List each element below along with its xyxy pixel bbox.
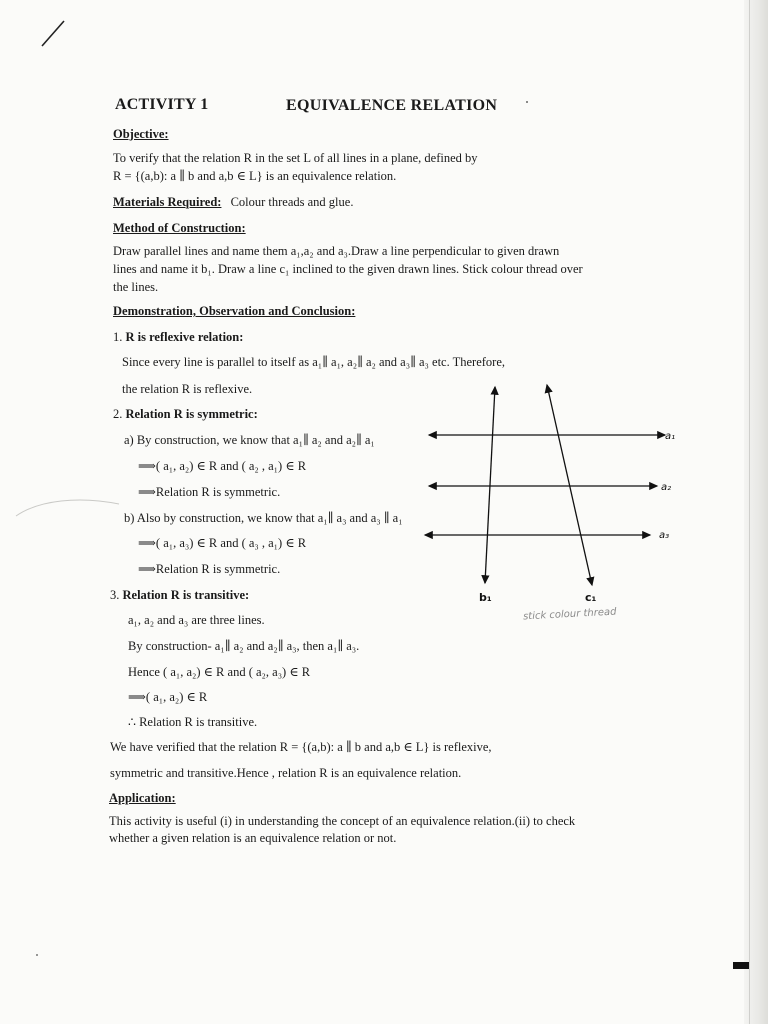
stray-dot [526,101,528,103]
transitive-title: Relation R is transitive: [122,588,250,602]
activity-number: ACTIVITY 1 [115,96,209,113]
transitive-line-2: By construction- a₁∥ a₂ and a₂∥ a₃, then a₁∥ a₃. [128,639,360,653]
application-line-1: This activity is useful (i) in understanding the concept of an equivalence relation.(ii) to check [109,814,576,828]
label-a2: a₂ [661,482,672,493]
method-heading: Method of Construction: [113,221,246,235]
symmetric-a-line-2: ⟹( a₁, a₂) ∈ R and ( a₂ , a₁) ∈ R [138,459,307,473]
materials-text: Colour threads and glue. [230,195,354,209]
symmetric-number: 2. [113,407,123,421]
transitive-title-row [110,588,249,603]
pen-stroke-mark [38,18,68,50]
symmetric-b-line-3: ⟹Relation R is symmetric. [138,562,281,576]
symmetric-title-row [113,407,258,422]
method-line-1: Draw parallel lines and name them a₁,a₂ and a₃.Draw a line perpendicular to given drawn [113,244,560,258]
application-heading: Application: [109,791,176,805]
symmetric-title: Relation R is symmetric: [125,407,258,421]
transitive-line-4: ⟹( a₁, a₂) ∈ R [128,690,208,704]
page-edge-shadow [744,0,768,1024]
conclusion-line-2: symmetric and transitive.Hence , relation R is an equivalence relation. [110,766,462,780]
objective-heading: Objective: [113,127,169,141]
edge-mark [733,962,749,969]
page-edge-line [749,0,750,1024]
materials-row [113,195,353,210]
transitive-line-5: ∴ Relation R is transitive. [128,715,258,729]
line-b1 [485,387,495,583]
reflexive-line-2: the relation R is reflexive. [122,382,253,396]
symmetric-a-line-1: a) By construction, we know that a₁∥ a₂ and a₂∥ a₁ [124,433,375,447]
label-c1: c₁ [585,591,597,604]
reflexive-number: 1. [113,330,123,344]
reflexive-title-row [113,330,243,345]
stray-pencil-curve [14,494,124,524]
symmetric-a-line-3: ⟹Relation R is symmetric. [138,485,281,499]
conclusion-line-1: We have verified that the relation R = {(a,b): a ∥ b and a,b ∈ L} is reflexive, [110,740,492,754]
materials-heading: Materials Required: [113,195,222,209]
reflexive-title: R is reflexive relation: [125,330,244,344]
application-line-2: whether a given relation is an equivalence relation or not. [109,831,397,845]
method-line-2: lines and name it b₁. Draw a line c₁ inclined to the given drawn lines. Stick colour thread over [113,262,583,276]
page-title: EQUIVALENCE RELATION [286,97,498,114]
method-line-3: the lines. [113,280,159,294]
symmetric-b-line-1: b) Also by construction, we know that a₁∥ a₃ and a₃ ∥ a₁ [124,511,403,525]
transitive-number: 3. [110,588,120,602]
stray-dot [36,954,38,956]
transitive-line-3: Hence ( a₁, a₂) ∈ R and ( a₂, a₃) ∈ R [128,665,311,679]
label-a3: a₃ [659,530,670,541]
transitive-line-1: a₁, a₂ and a₃ are three lines. [128,613,265,627]
label-a1: a₁ [665,431,676,442]
handwritten-note: stick colour thread [522,606,617,623]
symmetric-b-line-2: ⟹( a₁, a₃) ∈ R and ( a₃ , a₁) ∈ R [138,536,307,550]
demonstration-heading: Demonstration, Observation and Conclusion: [113,304,356,318]
objective-line-2: R = {(a,b): a ∥ b and a,b ∈ L} is an equivalence relation. [113,169,397,183]
reflexive-line-1: Since every line is parallel to itself as a₁∥ a₁, a₂∥ a₂ and a₃∥ a₃ etc. Therefore, [122,355,506,369]
label-b1: b₁ [479,591,492,604]
lines-diagram [415,375,685,605]
line-c1 [547,385,592,585]
objective-line-1: To verify that the relation R in the set L of all lines in a plane, defined by [113,151,478,165]
